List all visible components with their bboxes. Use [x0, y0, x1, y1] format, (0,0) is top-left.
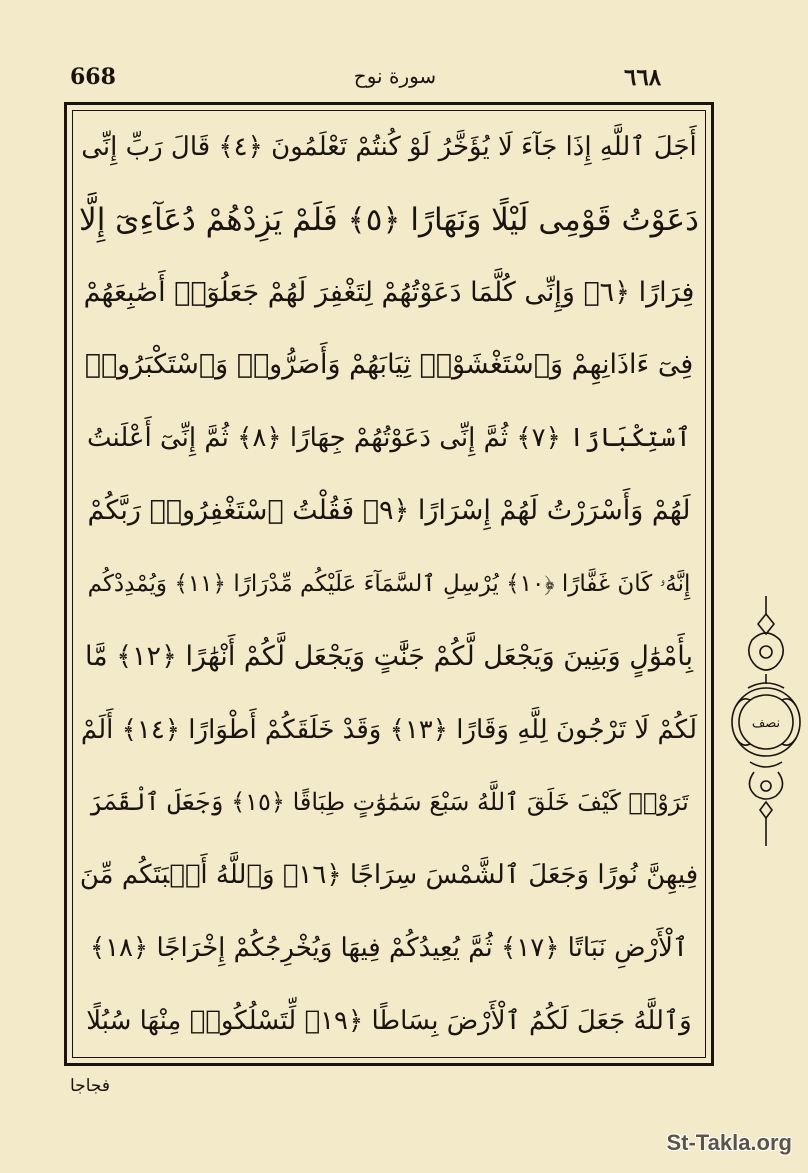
surah-title: سورة نوح [353, 64, 437, 88]
verse-line: بِأَمْوَٰلٍ وَبَنِينَ وَيَجْعَل لَّكُمْ جَنَّٰتٍ وَيَجْعَل لَّكُمْ أَنْهَٰرًا ﴿١٢﴾ مَّا [84, 640, 694, 672]
verse-line: ٱسْتِكْبَارًا ﴿٧﴾ ثُمَّ إِنِّى دَعَوْتُهُمْ جِهَارًا ﴿٨﴾ ثُمَّ إِنِّىٓ أَعْلَنتُ [87, 423, 692, 454]
verse-lines [79, 115, 699, 1053]
verse-line: لَهُمْ وَأَسْرَرْتُ لَهُمْ إِسْرَارًا ﴿٩﴾ فَقُلْتُ ٱسْتَغْفِرُوا۟ رَبَّكُمْ [87, 495, 691, 527]
verse-line: فِرَارًا ﴿٦﴾ وَإِنِّى كُلَّمَا دَعَوْتُهُمْ لِتَغْفِرَ لَهُمْ جَعَلُوٓا۟ أَصَٰبِعَهُمْ [83, 276, 695, 308]
verse-line: إِنَّهُۥ كَانَ غَفَّارًا ﴿١٠﴾ يُرْسِلِ ٱلسَّمَآءَ عَلَيْكُم مِّدْرَارًا ﴿١١﴾ وَيُمْدِدْكُم [87, 570, 691, 597]
text-frame [64, 102, 714, 1066]
verse-line: أَجَلَ ٱللَّهِ إِذَا جَآءَ لَا يُؤَخَّرُ لَوْ كُنتُمْ تَعْلَمُونَ ﴿٤﴾ قَالَ رَبِّ إِنِّى [81, 132, 697, 162]
page-header [0, 64, 808, 98]
verse-line: ٱلْأَرْضِ نَبَاتًا ﴿١٧﴾ ثُمَّ يُعِيدُكُمْ فِيهَا وَيُخْرِجُكُمْ إِخْرَاجًا ﴿١٨﴾ [89, 933, 689, 964]
verse-line: لَكُمْ لَا تَرْجُونَ لِلَّهِ وَقَارًا ﴿١٣﴾ وَقَدْ خَلَقَكُمْ أَطْوَارًا ﴿١٤﴾ أَلَمْ [80, 714, 698, 745]
verse-line: دَعَوْتُ قَوْمِى لَيْلًا وَنَهَارًا ﴿٥﴾ فَلَمْ يَزِدْهُمْ دُعَآءِىٓ إِلَّا [79, 201, 699, 238]
verse-line: فِىٓ ءَاذَانِهِمْ وَٱسْتَغْشَوْا۟ ثِيَابَهُمْ وَأَصَرُّوا۟ وَٱسْتَكْبَرُوا۟ [84, 349, 694, 381]
catchword: فجاجا [70, 1076, 110, 1096]
margin-ornament-icon [728, 596, 804, 846]
verse-line: وَٱللَّهُ جَعَلَ لَكُمُ ٱلْأَرْضَ بِسَاطًا ﴿١٩﴾ لِّتَسْلُكُوا۟ مِنْهَا سُبُلًا [86, 1005, 692, 1036]
page-number-arabic: ٦٦٨ [624, 64, 662, 91]
ornament-label: نصف [751, 716, 781, 731]
verse-line: تَرَوْا۟ كَيْفَ خَلَقَ ٱللَّهُ سَبْعَ سَمَٰوَٰتٍ طِبَاقًا ﴿١٥﴾ وَجَعَلَ ٱلْقَمَرَ [89, 788, 689, 817]
verse-line: فِيهِنَّ نُورًا وَجَعَلَ ٱلشَّمْسَ سِرَاجًا ﴿١٦﴾ وَٱللَّهُ أَنۢبَتَكُم مِّنَ [79, 860, 699, 891]
page-number-latin: 668 [70, 64, 116, 90]
watermark: St-Takla.org [666, 1130, 792, 1155]
